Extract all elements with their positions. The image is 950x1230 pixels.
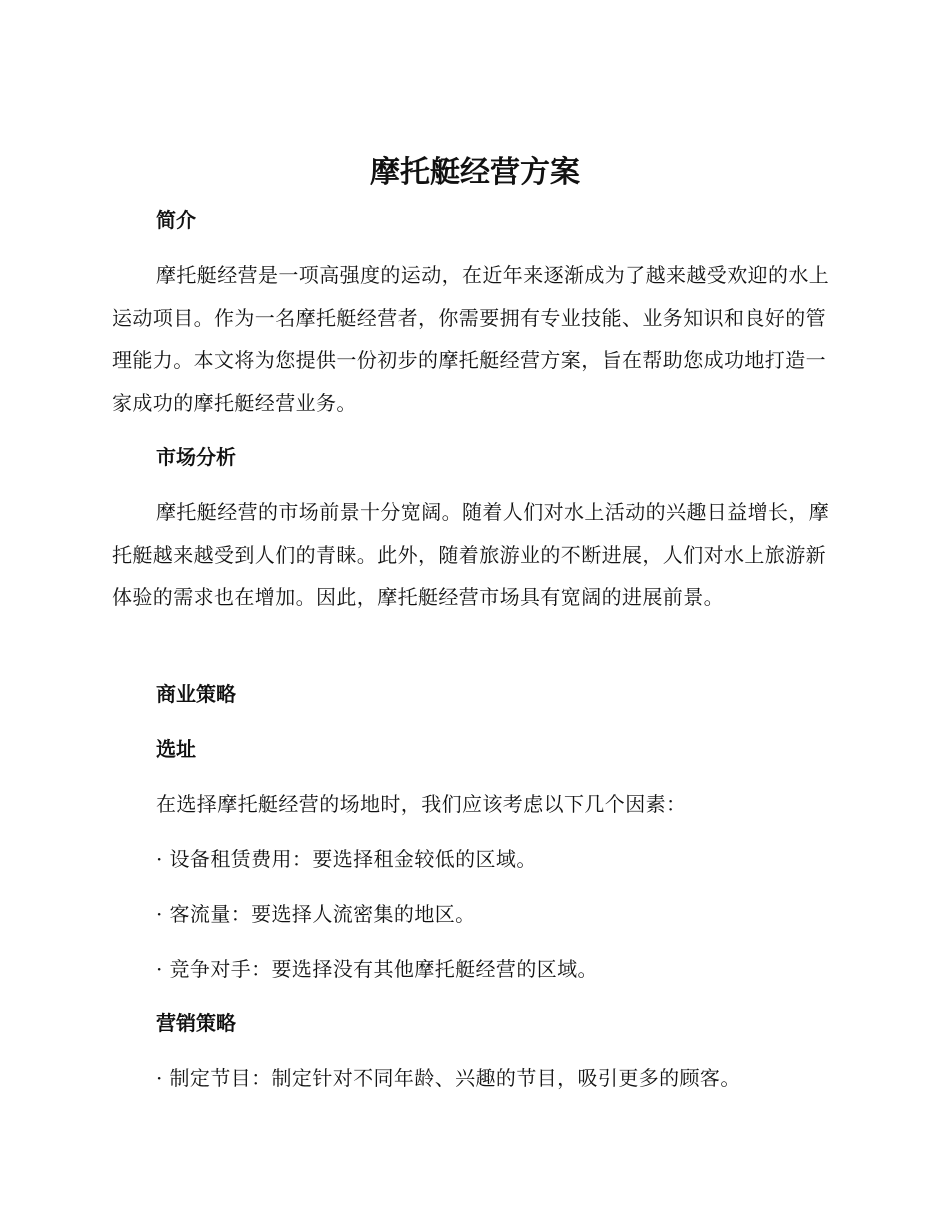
section-heading-market: 市场分析: [156, 445, 236, 469]
section-heading-marketing: 营销策略: [156, 1011, 236, 1035]
marketing-bullet-item: · 制定节目：制定针对不同年龄、兴趣的节目，吸引更多的顾客。: [156, 1066, 741, 1090]
location-bullet-item: · 竞争对手：要选择没有其他摩托艇经营的区域。: [156, 957, 598, 981]
section-heading-location: 选址: [156, 737, 196, 761]
location-intro-text: 在选择摩托艇经营的场地时，我们应该考虑以下几个因素：: [156, 792, 687, 816]
section-heading-strategy: 商业策略: [156, 682, 236, 706]
document-title: 摩托艇经营方案: [370, 155, 580, 190]
market-paragraph: 摩托艇经营的市场前景十分宽阔。随着人们对水上活动的兴趣日益增长，摩托艇越来越受到人们的青睐。此外，随着旅游业的不断进展，人们对水上旅游新体验的需求也在增加。因此，摩托艇经营市场具有宽阔的进展前景。: [112, 500, 830, 609]
location-bullet-item: · 客流量：要选择人流密集的地区。: [156, 902, 476, 926]
section-heading-intro: 简介: [156, 208, 196, 232]
intro-paragraph: 摩托艇经营是一项高强度的运动，在近年来逐渐成为了越来越受欢迎的水上运动项目。作为一名摩托艇经营者，你需要拥有专业技能、业务知识和良好的管理能力。本文将为您提供一份初步的摩托艇经营方案，旨在帮助您成功地打造一家成功的摩托艇经营业务。: [112, 263, 830, 415]
location-bullet-item: · 设备租赁费用：要选择租金较低的区域。: [156, 847, 537, 871]
